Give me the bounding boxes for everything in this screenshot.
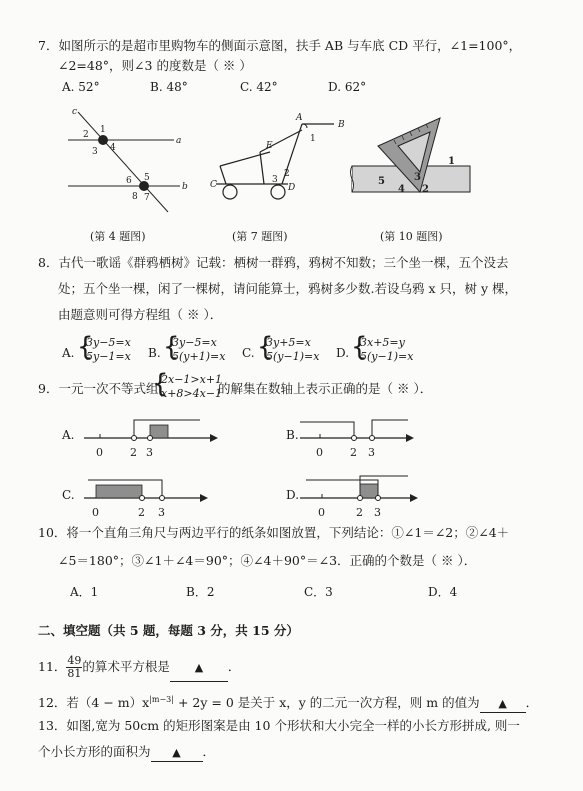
caption-figure-10: (第 10 题图)	[380, 230, 443, 243]
brace: {	[163, 332, 180, 362]
q11-fraction	[66, 655, 82, 680]
q8-option-a-label: A.	[62, 346, 75, 360]
q7-line2: ∠2=48°，则∠3 的度数是（ ※ ）	[58, 58, 252, 73]
fig10-label-5: 5	[378, 176, 385, 187]
q8-line1: 8．古代一歌谣《群鸦栖树》记载：栖树一群鸦，鸦树不知数；三个坐一棵，五个没去	[38, 255, 509, 270]
fig10-label-2: 2	[422, 184, 429, 195]
tick-0: 0	[318, 506, 325, 519]
tick-2: 2	[350, 446, 357, 459]
fig4-label-8: 8	[132, 192, 138, 202]
q13-end: ．	[202, 744, 216, 759]
q8-line3: 由题意则可得方程组（ ※ ）．	[58, 307, 223, 322]
tick-2: 2	[130, 446, 137, 459]
q9-suffix: 的解集在数轴上表示正确的是（ ※ ）．	[218, 381, 433, 396]
triangle-icon: ▲	[498, 697, 507, 711]
q8-line2: 处；五个坐一棵，闲了一棵树，请问能算士，鸦树多少数.若设乌鸦 x 只，树 y 棵，	[58, 281, 517, 296]
q10-option-b: B．2	[186, 585, 215, 599]
tick-3: 3	[146, 446, 153, 459]
figure-10-set-square	[348, 108, 478, 208]
fig7-label-1: 1	[310, 134, 316, 144]
q10-line2: ∠5＝180°；③∠1＋∠4＝90°；④∠4＋90°＝∠3．正确的个数是（ ※ ）．	[58, 553, 477, 568]
row-1: 3y+5=x	[266, 336, 311, 349]
q11-fraction-numerator: 49	[67, 654, 82, 667]
q7-option-a: A. 52°	[62, 80, 100, 94]
q9-option-c-label: C.	[62, 488, 75, 502]
q12-line	[38, 692, 538, 713]
fig7-label-3: 3	[272, 175, 278, 185]
row-2: x+8>4x−1	[161, 387, 223, 400]
triangle-icon: ▲	[194, 661, 204, 674]
row-1: 3y−5=x	[86, 336, 131, 349]
q7-option-b: B. 48°	[150, 80, 188, 94]
q9-option-b-label: B.	[286, 428, 299, 442]
tick-0: 0	[92, 506, 99, 519]
q11-end: ．	[227, 659, 241, 674]
row-1: 3x+5=y	[360, 336, 405, 349]
q9-number-line-b	[300, 414, 420, 462]
caption-figure-7: (第 7 题图)	[232, 230, 288, 243]
triangle-icon: ▲	[172, 746, 181, 759]
figure-7-shopping-cart	[206, 108, 356, 208]
q11-answer-blank	[170, 654, 228, 682]
section-2-title: 二、填空题（共 5 题，每题 3 分，共 15 分）	[38, 623, 299, 638]
q13-text: 个小长方形的面积为	[38, 744, 151, 759]
fig4-label-c: c	[72, 107, 78, 117]
q10-option-d: D．4	[428, 585, 458, 599]
q12-exponent: |m−3|	[149, 695, 174, 704]
fig4-label-1: 1	[100, 125, 106, 135]
fig4-label-a: a	[176, 136, 182, 146]
q9-number-line-a	[84, 414, 224, 462]
row-2: 5(y−1)=x	[360, 350, 414, 363]
q13-answer-blank	[151, 744, 203, 762]
fig4-label-b: b	[182, 182, 188, 192]
q7-line1: 7．如图所示的是超市里购物车的侧面示意图，扶手 AB 与车底 CD 平行，∠1=100°，	[38, 38, 522, 53]
q11-fraction-denominator: 81	[67, 667, 82, 680]
tick-3: 3	[158, 506, 165, 519]
q11-text: 的算术平方根是	[82, 659, 170, 674]
q7-option-d: D. 62°	[328, 80, 367, 94]
row-2: 5y−1=x	[86, 350, 131, 363]
q9-option-a-label: A.	[62, 428, 75, 442]
fig4-label-7: 7	[144, 193, 150, 203]
fig10-label-4: 4	[398, 184, 405, 195]
brace: {	[152, 369, 169, 399]
q11-line	[38, 654, 240, 682]
fig7-label-2: 2	[284, 169, 290, 179]
q9-prefix: 9．一元一次不等式组	[38, 381, 159, 396]
q13-line1: 13．如图,宽为 50cm 的矩形图案是由 10 个形状和大小完全一样的小长方形拼成, 则一	[38, 718, 520, 733]
q8-option-d-label: D.	[336, 346, 350, 360]
fig4-label-6: 6	[126, 176, 132, 186]
figure-4-parallel-lines	[56, 104, 206, 214]
tick-2: 2	[356, 506, 363, 519]
q12-text-2: + 2y = 0 是关于 x，y 的二元一次方程，则 m 的值为	[173, 695, 480, 711]
fig4-label-4: 4	[110, 143, 116, 153]
fig7-label-e: E	[266, 141, 273, 151]
q10-line1: 10．将一个直角三角尺与两边平行的纸条如图放置，下列结论：①∠1＝∠2；②∠4＋	[38, 525, 510, 540]
fig7-label-c: C	[210, 180, 217, 190]
row-1: 2x−1>x+1	[161, 373, 223, 386]
q11-number: 11．	[38, 659, 67, 674]
tick-0: 0	[96, 446, 103, 459]
q7-option-c: C. 42°	[240, 80, 278, 94]
row-2: 5(y−1)=x	[266, 350, 320, 363]
fig7-label-d: D	[288, 183, 296, 193]
brace: {	[77, 332, 94, 362]
q8-option-b-label: B.	[148, 346, 161, 360]
fig4-label-5: 5	[144, 173, 150, 183]
tick-2: 2	[138, 506, 145, 519]
brace: {	[351, 332, 368, 362]
fig10-label-1: 1	[448, 156, 455, 167]
tick-3: 3	[368, 446, 375, 459]
caption-figure-4: (第 4 题图)	[90, 230, 146, 243]
fig7-label-b: B	[338, 120, 345, 130]
q9-option-d-label: D.	[286, 488, 300, 502]
q13-line2	[38, 744, 215, 762]
fig10-label-3: 3	[414, 172, 421, 183]
tick-0: 0	[316, 446, 323, 459]
q12-end: ．	[525, 695, 539, 711]
fig4-label-3: 3	[92, 147, 98, 157]
q10-option-a: A．1	[70, 585, 99, 599]
row-2: 5(y+1)=x	[172, 350, 226, 363]
q9-number-line-c	[84, 474, 214, 522]
fig7-label-a: A	[296, 113, 303, 123]
tick-3: 3	[374, 506, 381, 519]
q8-option-c-label: C.	[242, 346, 255, 360]
brace: {	[257, 332, 274, 362]
q9-number-line-d	[300, 470, 424, 522]
q12-text-1: 12．若（4 − m）x	[38, 695, 150, 711]
q12-answer-blank	[480, 695, 526, 713]
q10-option-c: C．3	[304, 585, 333, 599]
row-1: 3y−5=x	[172, 336, 217, 349]
fig4-label-2: 2	[83, 130, 89, 140]
